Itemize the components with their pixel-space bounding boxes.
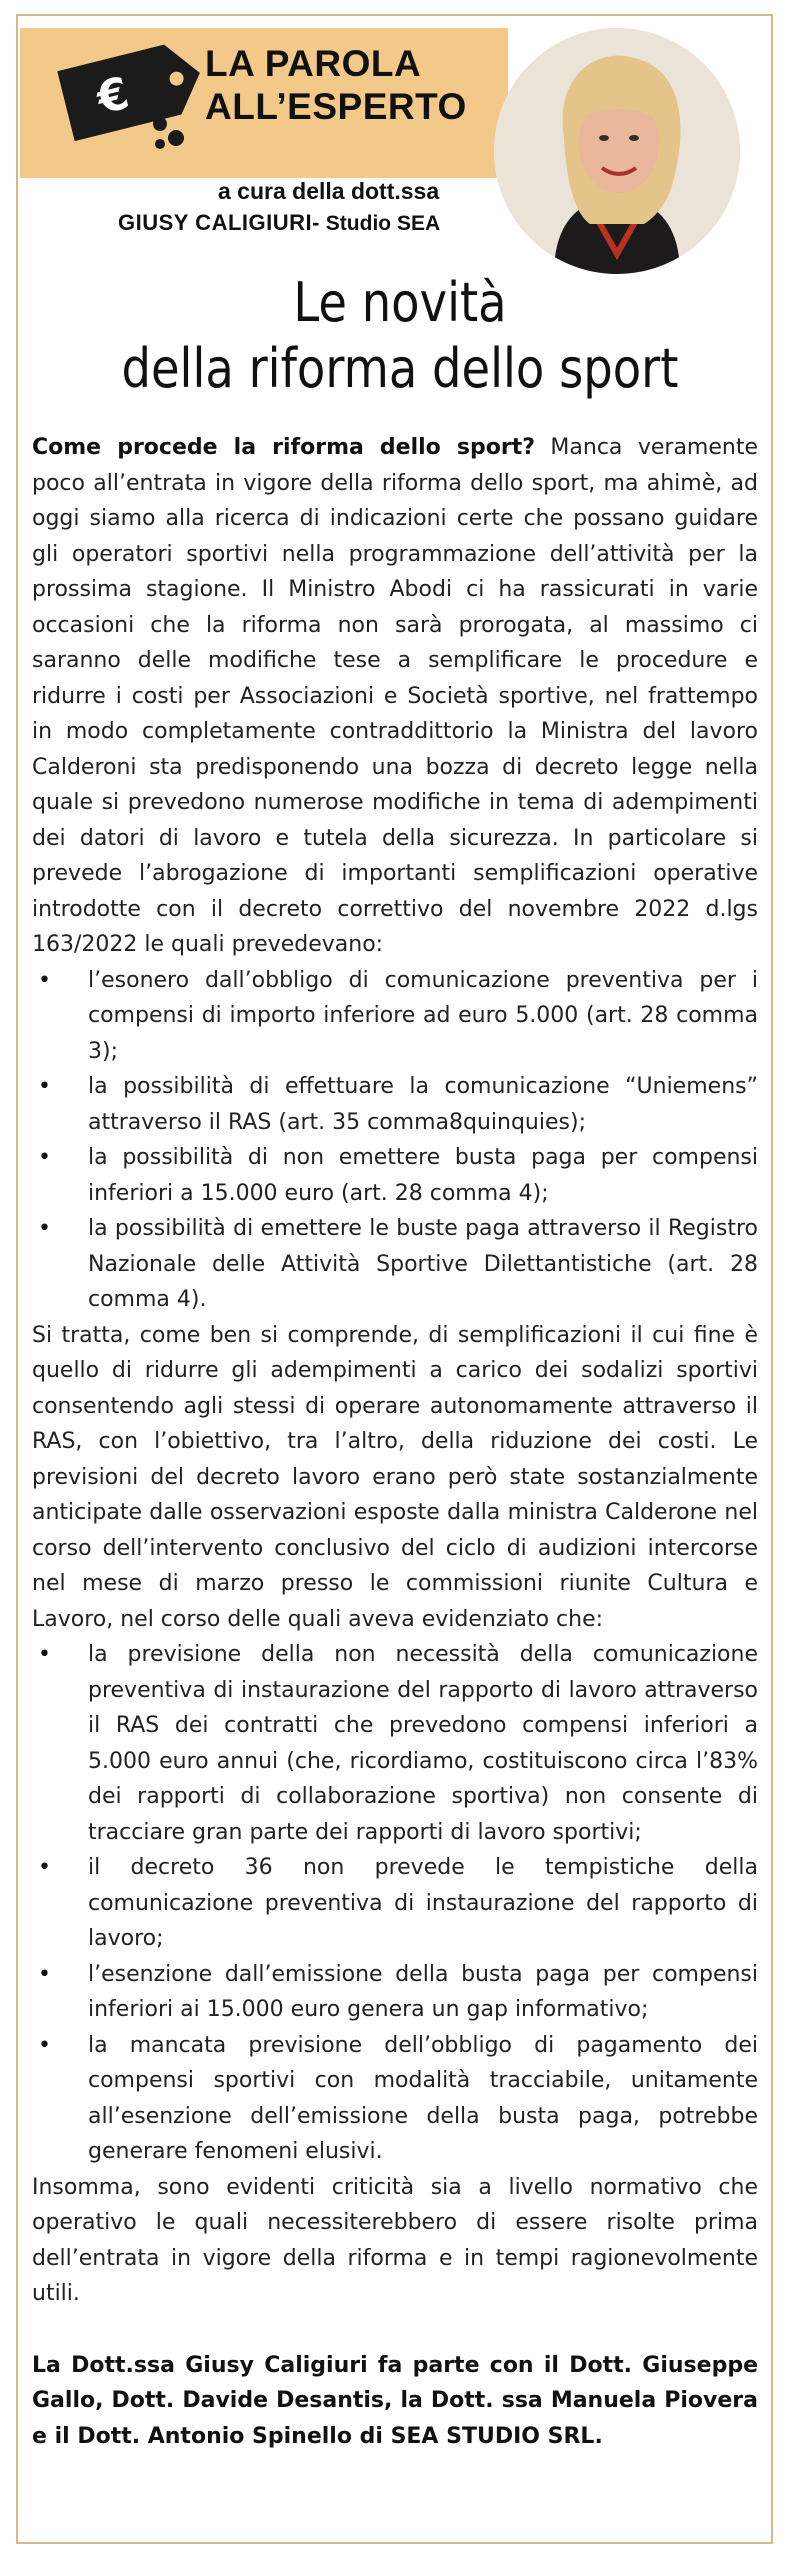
list-item (32, 1211, 758, 1318)
list-item-text: la possibilità di non emettere busta paga per compensi inferiori a 15.000 euro (art. 28 comma 4); (88, 1145, 758, 1206)
list-minister-observations (32, 1637, 758, 2170)
article-headline (90, 270, 709, 402)
headline-line2: della riforma dello sport (121, 337, 679, 400)
headline-line1: Le novità (293, 271, 507, 334)
bullet-icon: • (38, 967, 51, 993)
byline-prefix: a cura della dott.ssa (218, 178, 440, 204)
euro-symbol: € (91, 67, 134, 125)
list-item (32, 1957, 758, 2028)
column-title-line2: ALL’ESPERTO (205, 86, 467, 127)
list-item-text: la mancata previsione dell’obbligo di pagamento dei compensi sportivi con modalità tracciabile, unitamente all’esenzione dell’emissione della busta paga, potrebbe generare fenomeni elusivi. (88, 2032, 758, 2164)
list-item-text: il decreto 36 non prevede le tempistiche della comunicazione preventiva di instaurazione del rapporto di lavoro; (88, 1855, 758, 1951)
paragraph-1 (32, 430, 758, 963)
author-portrait (494, 28, 740, 274)
list-item (32, 1069, 758, 1140)
paragraph-1-text: Manca veramente poco all’entrata in vigore della riforma dello sport, ma ahimè, ad oggi siamo alla ricerca di indicazioni certe che possano guidare gli operatori sportivi nella programmazione dell’attività per la prossima stagione. Il Ministro Abodi ci ha rassicurati in varie occasioni che la riforma non sarà prorogata, al massimo ci saranno delle modifiche tese a semplificare le procedure e ridurre i costi per Associazioni e Società sportive, nel frattempo in modo completamente contraddittorio la Ministra del lavoro Calderoni sta predisponendo una bozza di decreto legge nella quale si prevedono numerose modifiche in tema di adempimenti dei datori di lavoro e tutela della sicurezza. In particolare si prevede l’abrogazione di importanti semplificazioni operative introdotte con il decreto correttivo del novembre 2022 d.lgs 163/2022 le quali prevedevano: (32, 435, 759, 957)
list-item-text: l’esenzione dall’emissione della busta paga per compensi inferiori ai 15.000 euro genera un gap informativo; (88, 1961, 758, 2022)
lead-question: Come procede la riforma dello sport? (32, 435, 535, 460)
author-studio: Studio SEA (319, 212, 441, 235)
column-title (205, 42, 467, 128)
list-item (32, 1850, 758, 1957)
bullet-icon: • (38, 1961, 51, 1987)
list-item (32, 963, 758, 1070)
bullet-icon: • (38, 1855, 51, 1880)
list-item-text: la previsione della non necessità della comunicazione preventiva di instaurazione del rapporto di lavoro attraverso il RAS dei contratti che prevedono compensi inferiori a 5.000 euro annui (che, ricordiamo, costituiscono circa l’83% dei rapporti di collaborazione sportiva) non consente di tracciare gran parte dei rapporti di lavoro sportivi; (88, 1642, 758, 1845)
bullet-icon: • (38, 2032, 51, 2058)
column-title-line1: LA PAROLA (205, 43, 422, 84)
author-footer-note: La Dott.ssa Giusy Caligiuri fa parte con il Dott. Giuseppe Gallo, Dott. Davide Desantis, la Dott. ssa Manuela Piovera e il Dott. Antonio Spinello di SEA STUDIO SRL. (32, 2352, 758, 2449)
bullet-icon: • (38, 1216, 51, 1241)
paragraph-2: Si tratta, come ben si comprende, di semplificazioni il cui fine è quello di ridurre gli adempimenti a carico dei sodalizi sportivi consentendo agli stessi di operare autonomamente attraverso il RAS, con l’obiettivo, tra l’altro, della riduzione dei costi. Le previsioni del decreto lavoro erano però state sostanzialmente anticipate dalle osservazioni esposte dalla ministra Calderone nel corso dell’intervento conclusivo del ciclo di audizioni intercorse nel mese di marzo presso le commissioni riunite Cultura e Lavoro, nel corso delle quali aveva evidenziato che: (32, 1322, 758, 1632)
bullet-icon: • (38, 1074, 51, 1099)
list-item-text: la possibilità di emettere le buste paga attraverso il Registro Nazionale delle Attività Sportive Dilettantistiche (art. 28 comma 4). (88, 1216, 758, 1312)
list-item (32, 1637, 758, 1850)
coins-icon (150, 112, 190, 157)
list-item (32, 2028, 758, 2170)
author-name: GIUSY CALIGIURI- (118, 210, 320, 235)
paragraph-3: Insomma, sono evidenti criticità sia a livello normativo che operativo le quali necessiterebbero di essere risolte prima dell’entrata in vigore della riforma e in tempi ragionevolmente utili. (32, 2174, 758, 2306)
article-body (32, 430, 758, 2454)
list-item-text: l’esonero dall’obbligo di comunicazione preventiva per i compensi di importo inferiore ad euro 5.000 (art. 28 comma 3); (88, 967, 758, 1064)
bullet-icon: • (38, 1145, 51, 1170)
bullet-icon: • (38, 1642, 51, 1667)
list-item-text: la possibilità di effettuare la comunicazione “Uniemens” attraverso il RAS (art. 35 comma8quinquies); (88, 1074, 758, 1135)
byline-author (118, 210, 440, 236)
list-item (32, 1140, 758, 1211)
list-abrogated-simplifications (32, 963, 758, 1318)
